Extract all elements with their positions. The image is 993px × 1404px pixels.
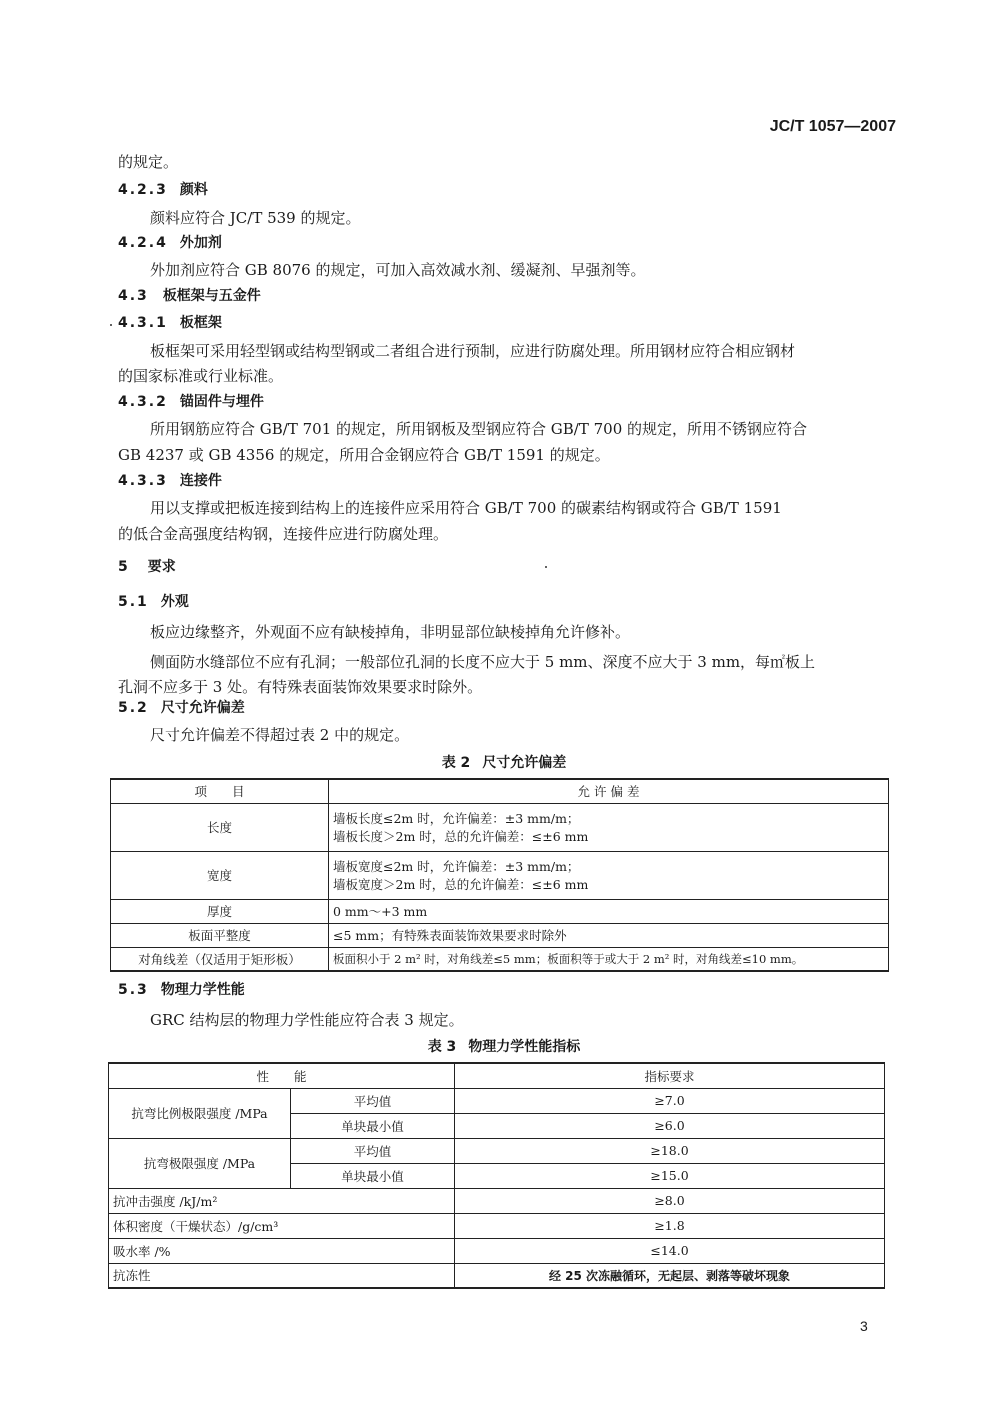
table-header-row — [111, 779, 889, 803]
paragraph-line: 的低合金高强度结构钢，连接件应进行防腐处理。 — [118, 525, 449, 543]
section-heading-5 — [118, 557, 176, 577]
row-item: 厚度 — [111, 899, 329, 923]
requirement-value: ≥7.0 — [455, 1088, 885, 1113]
section-title: 尺寸允许偏差 — [160, 700, 245, 716]
caption-title: 尺寸允许偏差 — [482, 755, 567, 771]
row-item: 对角线差（仅适用于矩形板） — [111, 947, 329, 971]
paragraph-line: 的规定。 — [118, 153, 179, 171]
section-number: 4.2.4 — [118, 235, 168, 251]
requirement-value: 经 25 次冻融循环，无起层、剥落等破坏现象 — [455, 1263, 885, 1288]
section-heading-4-3-2 — [118, 392, 264, 412]
section-number: 5.3 — [118, 982, 149, 998]
paragraph-line: 尺寸允许偏差不得超过表 2 中的规定。 — [150, 726, 410, 744]
section-title: 物理力学性能 — [160, 982, 245, 998]
property-name: 体积密度（干燥状态）/g/cm³ — [109, 1213, 455, 1238]
row-item: 宽度 — [111, 851, 329, 899]
table-row — [109, 1213, 885, 1238]
table-3-caption — [118, 1036, 890, 1056]
paragraph-line: 的国家标准或行业标准。 — [118, 367, 284, 385]
tolerance-line: 墙板宽度≤2m 时，允许偏差：±3 mm/m； — [333, 859, 580, 874]
paragraph-line: 用以支撑或把板连接到结构上的连接件应采用符合 GB/T 700 的碳素结构钢或符合 GB/T 1591 — [150, 499, 782, 517]
paragraph-line: 外加剂应符合 GB 8076 的规定，可加入高效减水剂、缓凝剂、早强剂等。 — [150, 261, 646, 279]
scan-speck — [110, 324, 112, 326]
tolerance-line: 墙板长度＞2m 时，总的允许偏差：≤±6 mm — [333, 829, 589, 844]
column-header-property: 性 能 — [109, 1063, 455, 1088]
table-row — [111, 923, 889, 947]
paragraph-line: GB 4237 或 GB 4356 的规定，所用合金钢应符合 GB/T 1591 的规定。 — [118, 446, 610, 464]
column-header-tolerance: 允 许 偏 差 — [329, 779, 889, 803]
row-tolerance — [329, 851, 889, 899]
row-tolerance: ≤5 mm；有特殊表面装饰效果要求时除外 — [329, 923, 889, 947]
section-title: 锚固件与埋件 — [179, 394, 264, 410]
section-heading-5-3 — [118, 980, 245, 1000]
property-name: 抗弯比例极限强度 /MPa — [109, 1088, 291, 1138]
requirement-value: ≥1.8 — [455, 1213, 885, 1238]
section-number: 4.3.1 — [118, 315, 168, 331]
row-tolerance: 0 mm～+3 mm — [329, 899, 889, 923]
section-title: 外观 — [160, 594, 189, 610]
paragraph-line: 板应边缘整齐，外观面不应有缺棱掉角，非明显部位缺棱掉角允许修补。 — [150, 623, 631, 641]
page-number: 3 — [860, 1318, 868, 1334]
section-title: 板框架 — [179, 315, 222, 331]
requirement-value: ≥18.0 — [455, 1138, 885, 1163]
section-number: 4.3 — [118, 288, 149, 304]
row-item: 长度 — [111, 803, 329, 851]
section-heading-5-1 — [118, 592, 189, 612]
dimension-tolerance-table — [110, 778, 889, 972]
property-subitem: 单块最小值 — [291, 1113, 455, 1138]
section-title: 外加剂 — [179, 235, 222, 251]
column-header-item: 项 目 — [111, 779, 329, 803]
caption-number: 表 2 — [441, 755, 471, 771]
table-row — [109, 1088, 885, 1113]
section-heading-4-2-3 — [118, 180, 208, 200]
row-tolerance: 板面积小于 2 m² 时，对角线差≤5 mm；板面积等于或大于 2 m² 时，对角线差≤10 mm。 — [329, 947, 889, 971]
section-title: 要求 — [147, 559, 176, 575]
table-row — [111, 851, 889, 899]
tolerance-line: 墙板长度≤2m 时，允许偏差：±3 mm/m； — [333, 811, 580, 826]
row-tolerance — [329, 803, 889, 851]
table-row — [109, 1188, 885, 1213]
section-heading-4-2-4 — [118, 233, 222, 253]
property-name: 吸水率 /% — [109, 1238, 455, 1263]
table-row — [109, 1238, 885, 1263]
table-row — [109, 1138, 885, 1163]
section-heading-4-3-3 — [118, 471, 222, 491]
paragraph-line: GRC 结构层的物理力学性能应符合表 3 规定。 — [150, 1011, 464, 1029]
paragraph-line: 孔洞不应多于 3 处。有特殊表面装饰效果要求时除外。 — [118, 678, 483, 696]
table-header-row — [109, 1063, 885, 1088]
property-name: 抗弯极限强度 /MPa — [109, 1138, 291, 1188]
tolerance-line: 墙板宽度＞2m 时，总的允许偏差：≤±6 mm — [333, 877, 589, 892]
property-subitem: 平均值 — [291, 1088, 455, 1113]
section-heading-4-3 — [118, 286, 261, 306]
section-number: 5.2 — [118, 700, 149, 716]
property-name: 抗冲击强度 /kJ/m² — [109, 1188, 455, 1213]
section-title: 颜料 — [179, 182, 208, 198]
section-title: 连接件 — [179, 473, 222, 489]
section-number: 4.3.3 — [118, 473, 168, 489]
table-row — [109, 1263, 885, 1288]
paragraph-line: 颜料应符合 JC/T 539 的规定。 — [150, 209, 361, 227]
caption-title: 物理力学性能指标 — [468, 1039, 581, 1055]
section-heading-5-2 — [118, 698, 245, 718]
scan-speck — [545, 566, 547, 568]
requirement-value: ≥15.0 — [455, 1163, 885, 1188]
requirement-value: ≥8.0 — [455, 1188, 885, 1213]
section-title: 板框架与五金件 — [162, 288, 261, 304]
caption-number: 表 3 — [427, 1039, 457, 1055]
table-row — [111, 803, 889, 851]
paragraph-line: 板框架可采用轻型钢或结构型钢或二者组合进行预制，应进行防腐处理。所用钢材应符合相应钢材 — [150, 342, 796, 360]
paragraph-line: 所用钢筋应符合 GB/T 701 的规定，所用钢板及型钢应符合 GB/T 700 的规定，所用不锈钢应符合 — [150, 420, 808, 438]
table-row — [111, 899, 889, 923]
property-subitem: 平均值 — [291, 1138, 455, 1163]
table-row — [111, 947, 889, 971]
paragraph-line: 侧面防水缝部位不应有孔洞；一般部位孔洞的长度不应大于 5 mm、深度不应大于 3 mm，每㎡板上 — [150, 653, 816, 671]
section-heading-4-3-1 — [118, 313, 222, 333]
section-number: 5.1 — [118, 594, 149, 610]
section-number: 5 — [118, 559, 130, 575]
requirement-value: ≥6.0 — [455, 1113, 885, 1138]
section-number: 4.3.2 — [118, 394, 168, 410]
table-2-caption — [118, 752, 890, 772]
requirement-value: ≤14.0 — [455, 1238, 885, 1263]
section-number: 4.2.3 — [118, 182, 168, 198]
physical-mechanical-properties-table — [108, 1062, 885, 1289]
row-item: 板面平整度 — [111, 923, 329, 947]
property-subitem: 单块最小值 — [291, 1163, 455, 1188]
standard-code: JC/T 1057—2007 — [769, 118, 896, 135]
property-name: 抗冻性 — [109, 1263, 455, 1288]
column-header-requirement: 指标要求 — [455, 1063, 885, 1088]
